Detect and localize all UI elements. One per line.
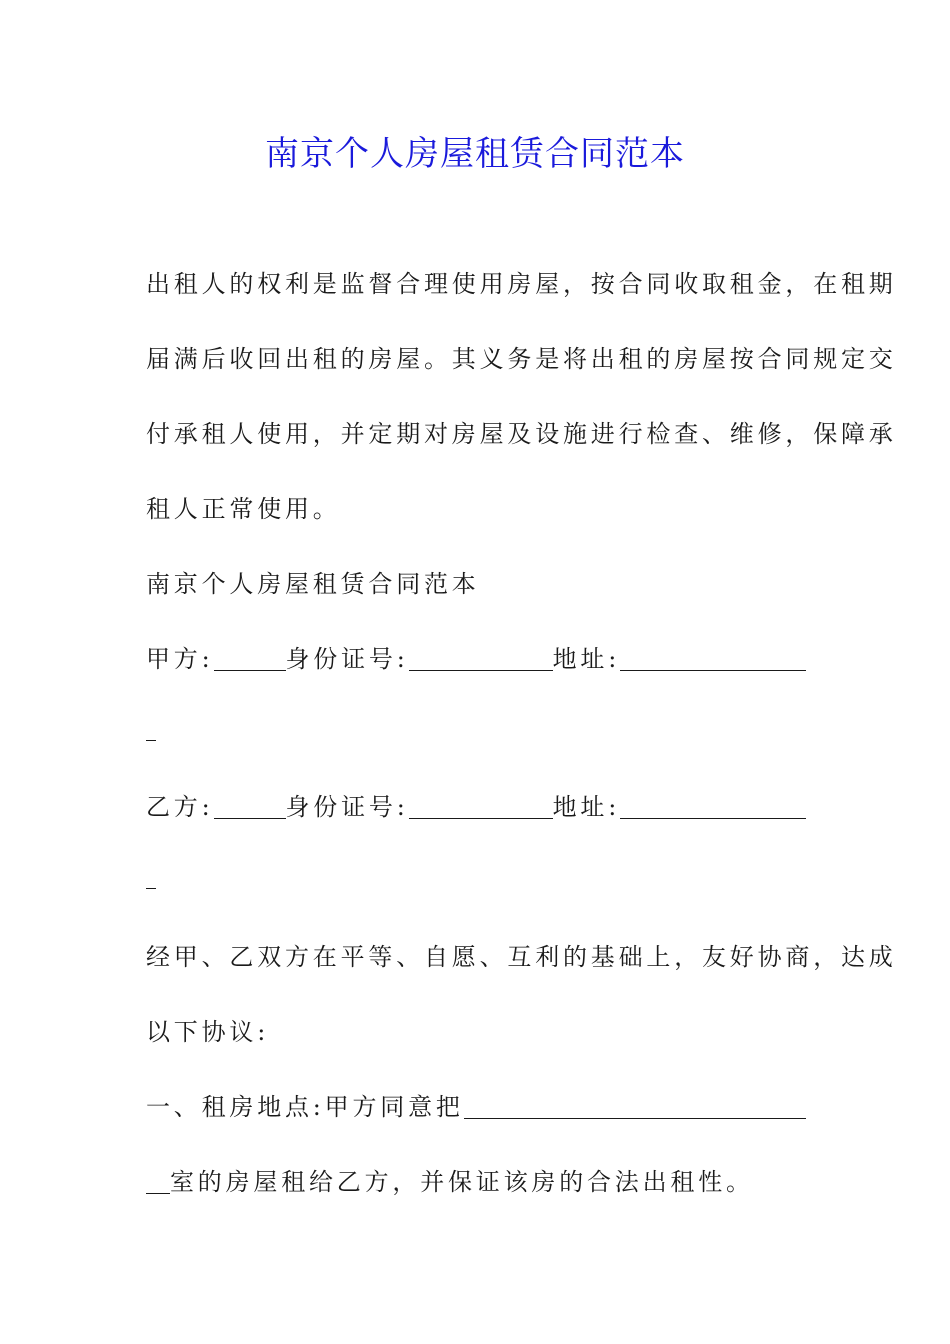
clause-1-row	[146, 1085, 806, 1129]
party-a-name-blank[interactable]	[214, 670, 286, 671]
party-b-address-label: 地址:	[552, 793, 621, 821]
intro-line-1: 出租人的权利是监督合理使用房屋，按合同收取租金，在租期	[146, 270, 897, 298]
party-b-id-blank[interactable]	[409, 818, 553, 819]
clause-1-continuation-row	[146, 1160, 806, 1204]
intro-line-2: 届满后收回出租的房屋。其义务是将出租的房屋按合同规定交	[146, 345, 897, 373]
party-a-id-label: 身份证号:	[285, 645, 409, 673]
clause-1-room-blank[interactable]	[146, 1193, 170, 1194]
party-a-id-blank[interactable]	[409, 670, 553, 671]
party-b-name-blank[interactable]	[214, 818, 286, 819]
section-subtitle: 南京个人房屋租赁合同范本	[146, 570, 480, 598]
party-b-address-blank-continued[interactable]	[146, 888, 156, 889]
clause-1-label: 一、租房地点:甲方同意把	[146, 1093, 464, 1121]
party-b-address-blank[interactable]	[620, 818, 806, 819]
clause-1-continuation: 室的房屋租给乙方，并保证该房的合法出租性。	[170, 1168, 754, 1196]
intro-line-4: 租人正常使用。	[146, 495, 341, 523]
agreement-line-1: 经甲、乙双方在平等、自愿、互利的基础上，友好协商，达成	[146, 943, 897, 971]
party-b-row	[146, 785, 806, 829]
party-a-address-label: 地址:	[552, 645, 621, 673]
intro-line-3: 付承租人使用，并定期对房屋及设施进行检查、维修，保障承	[146, 420, 897, 448]
party-a-address-blank-continued[interactable]	[146, 740, 156, 741]
agreement-line-2: 以下协议:	[146, 1018, 270, 1046]
party-a-address-blank[interactable]	[620, 670, 806, 671]
clause-1-location-blank[interactable]	[464, 1118, 806, 1119]
party-b-label: 乙方:	[146, 793, 214, 821]
party-a-label: 甲方:	[146, 645, 214, 673]
party-a-row	[146, 637, 806, 681]
party-b-id-label: 身份证号:	[285, 793, 409, 821]
document-title: 南京个人房屋租赁合同范本	[265, 134, 685, 174]
